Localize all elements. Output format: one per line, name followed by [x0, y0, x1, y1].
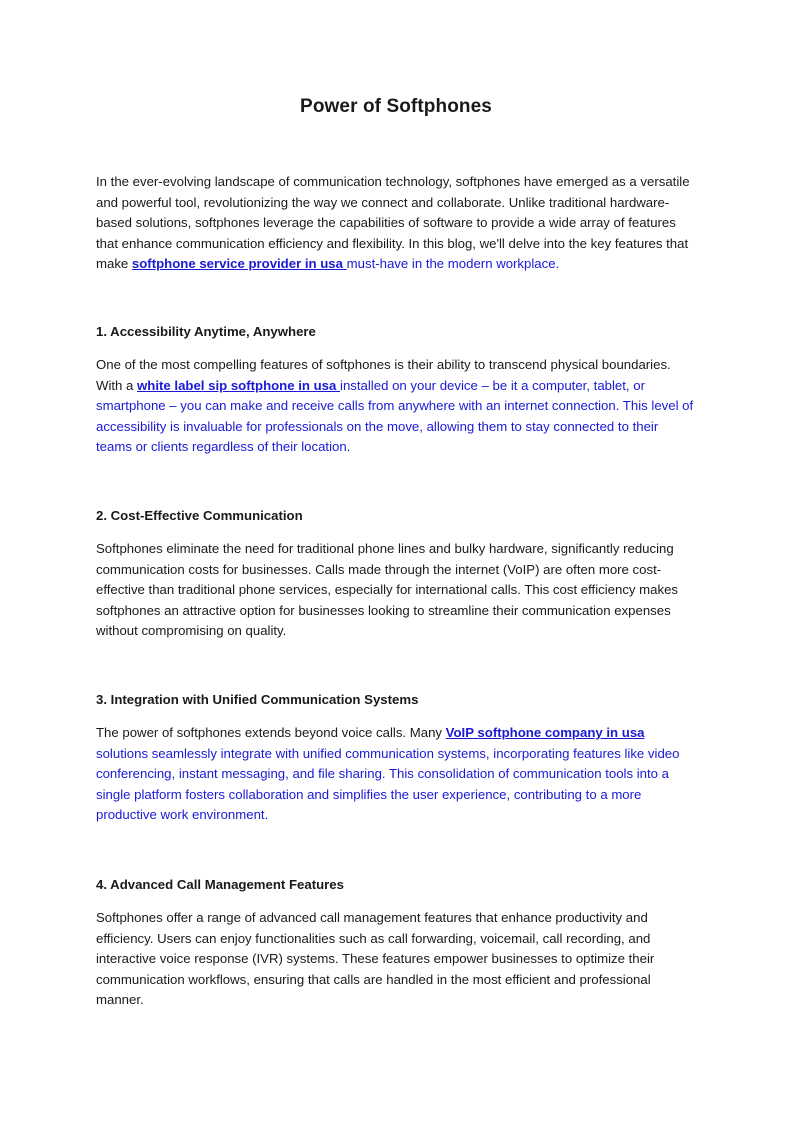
section-4 [96, 875, 696, 1011]
intro-after-text: must-have in the modern workplace. [346, 256, 560, 271]
page-title: Power of Softphones [300, 96, 492, 117]
section-paragraph: Softphones eliminate the need for traditional phone lines and bulky hardware, significantly reducing communication costs for businesses. Calls made through the internet (VoIP) are often more cost-effective than traditional phone services, especially for international calls. This cost efficiency makes softphones an attractive option for businesses looking to streamline their communication expenses without compromising on quality. [96, 541, 679, 638]
section-heading: 3. Integration with Unified Communication Systems [96, 692, 419, 707]
section-text: The power of softphones extends beyond voice calls. Many [96, 725, 446, 740]
section-paragraph [96, 723, 696, 826]
section-after-text: installed on your device – be it a computer, tablet, or smartphone – you can make and receive calls from anywhere with an internet connection. This level of accessibility is invaluable for professionals on the move, allowing them to stay connected to their teams or clients regardless of their location. [96, 377, 694, 454]
section-text: One of the most compelling features of softphones is their ability to transcend physical boundaries. With a [96, 357, 671, 393]
softphone-provider-link[interactable]: softphone service provider in usa [131, 256, 347, 271]
section-1 [96, 322, 696, 458]
section-2 [96, 506, 696, 642]
section-heading: 1. Accessibility Anytime, Anywhere [96, 324, 316, 339]
section-3 [96, 690, 696, 826]
section-heading: 2. Cost-Effective Communication [96, 508, 303, 523]
voip-softphone-link[interactable]: VoIP softphone company in usa [445, 725, 645, 740]
intro-block [96, 172, 696, 275]
intro-paragraph [96, 172, 696, 275]
intro-text: In the ever-evolving landscape of communication technology, softphones have emerged as a versatile and powerful tool, revolutionizing the way we connect and collaborate. Unlike traditional hardware-based solutions, softphones leverage the capabilities of software to provide a wide array of features that enhance communication efficiency and flexibility. In this blog, we'll delve into the key features that make [96, 174, 690, 271]
section-paragraph [96, 355, 696, 458]
section-heading: 4. Advanced Call Management Features [96, 877, 344, 892]
section-paragraph: Softphones offer a range of advanced call management features that enhance productivity and efficiency. Users can enjoy functionalities such as call forwarding, voicemail, call recording, and interactive voice response (IVR) systems. These features empower businesses to optimize their communication workflows, ensuring that calls are handled in the most efficient and professional manner. [96, 910, 655, 1007]
white-label-sip-link[interactable]: white label sip softphone in usa [137, 377, 341, 393]
section-after-text: solutions seamlessly integrate with unified communication systems, incorporating features like video conferencing, instant messaging, and file sharing. This consolidation of communication tools into a single platform fosters collaboration and simplifies the user experience, contributing to a more productive work environment. [96, 745, 680, 822]
